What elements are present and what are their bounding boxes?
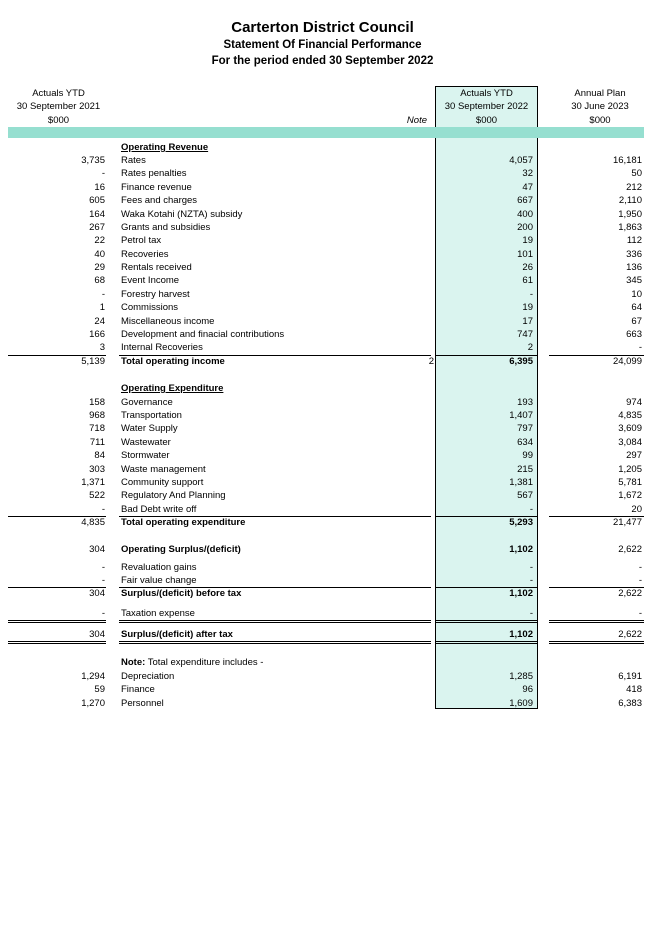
line-item-label: Revaluation gains — [121, 562, 197, 573]
annual-plan-value: 336 — [626, 249, 642, 260]
report-period: For the period ended 30 September 2022 — [211, 55, 434, 67]
current-header-line1: Actuals YTD — [460, 88, 513, 99]
note-label — [121, 656, 263, 669]
total-row — [0, 587, 645, 600]
underline-rule — [8, 587, 106, 588]
line-item-label: Surplus/(deficit) after tax — [121, 629, 233, 640]
current-year-value: 101 — [517, 249, 533, 260]
table-row — [0, 181, 645, 194]
line-item-label: Finance revenue — [121, 182, 192, 193]
current-year-value: 26 — [522, 262, 533, 273]
prior-year-value: - — [101, 575, 105, 586]
note-reference: 2 — [428, 356, 434, 367]
prior-year-column-header — [0, 87, 117, 127]
prior-year-value: - — [101, 504, 105, 515]
prior-year-value: 16 — [94, 182, 105, 193]
note-text: Total expenditure includes - — [147, 657, 264, 668]
annual-plan-value: 3,084 — [618, 437, 642, 448]
underline-rule — [8, 641, 106, 642]
annual-plan-value: 6,191 — [618, 671, 642, 682]
report-organisation: Carterton District Council — [231, 19, 414, 36]
table-row — [0, 396, 645, 409]
annual-plan-value: - — [638, 562, 642, 573]
line-item-label: Operating Surplus/(deficit) — [121, 544, 241, 555]
prior-year-value: 1 — [99, 302, 105, 313]
current-year-value: 747 — [517, 329, 533, 340]
annual-plan-value: 21,477 — [612, 517, 642, 528]
line-item-label: Recoveries — [121, 249, 169, 260]
underline-rule — [435, 622, 538, 623]
annual-plan-value: 2,622 — [618, 544, 642, 555]
underline-rule — [435, 641, 538, 642]
prior-year-value: 164 — [89, 209, 105, 220]
table-row — [0, 315, 645, 328]
table-row — [0, 194, 645, 207]
annual-plan-value: 1,950 — [618, 209, 642, 220]
prior-year-value: 22 — [94, 235, 105, 246]
current-year-value: 99 — [522, 450, 533, 461]
prior-year-value: - — [101, 562, 105, 573]
prior-year-value: 304 — [89, 588, 105, 599]
table-row — [0, 167, 645, 180]
current-year-value: 667 — [517, 195, 533, 206]
underline-rule — [549, 620, 644, 621]
underline-rule — [549, 643, 644, 644]
table-row — [0, 436, 645, 449]
prior-year-value: 29 — [94, 262, 105, 273]
annual-plan-value: 112 — [626, 235, 642, 246]
annual-plan-value: 1,205 — [618, 464, 642, 475]
table-row — [0, 208, 645, 221]
line-item-label: Water Supply — [121, 423, 178, 434]
line-item-label: Finance — [121, 684, 155, 695]
annual-plan-value: 1,863 — [618, 222, 642, 233]
current-year-value: 6,395 — [509, 356, 533, 367]
current-year-value: 96 — [522, 684, 533, 695]
line-item-label: Governance — [121, 397, 173, 408]
prior-year-value: 267 — [89, 222, 105, 233]
report-statement-title: Statement Of Financial Performance — [223, 39, 422, 51]
underline-rule — [8, 516, 106, 517]
prior-year-value: - — [101, 289, 105, 300]
table-row — [0, 503, 645, 516]
current-year-value: - — [529, 504, 533, 515]
current-year-value: 400 — [517, 209, 533, 220]
plan-header-line1: Annual Plan — [574, 88, 626, 99]
header-colour-band — [8, 127, 644, 138]
current-year-value: 193 — [517, 397, 533, 408]
prior-year-value: 304 — [89, 544, 105, 555]
annual-plan-value: 136 — [626, 262, 642, 273]
annual-plan-value: - — [638, 342, 642, 353]
prior-header-line2: 30 September 2021 — [16, 101, 101, 113]
line-item-label: Transportation — [121, 410, 182, 421]
table-row — [0, 697, 645, 710]
annual-plan-value: 6,383 — [618, 698, 642, 709]
table-row — [0, 154, 645, 167]
line-item-label: Regulatory And Planning — [121, 490, 226, 501]
line-item-label: Bad Debt write off — [121, 504, 197, 515]
line-item-label: Forestry harvest — [121, 289, 190, 300]
line-item-label: Rates — [121, 155, 146, 166]
current-year-value: 1,285 — [509, 671, 533, 682]
current-year-value: 567 — [517, 490, 533, 501]
prior-header-line3: $000 — [47, 114, 70, 126]
underline-rule — [119, 643, 431, 644]
underline-rule — [549, 622, 644, 623]
current-year-value: 32 — [522, 168, 533, 179]
prior-year-value: 40 — [94, 249, 105, 260]
table-row — [0, 288, 645, 301]
current-year-value: 17 — [522, 316, 533, 327]
prior-year-value: - — [101, 608, 105, 619]
line-item-label: Community support — [121, 477, 204, 488]
current-year-value: 1,381 — [509, 477, 533, 488]
table-row — [0, 476, 645, 489]
line-item-label: Wastewater — [121, 437, 171, 448]
table-row — [0, 301, 645, 314]
prior-year-value: 5,139 — [81, 356, 105, 367]
annual-plan-value: 2,110 — [618, 195, 642, 206]
current-year-value: 634 — [517, 437, 533, 448]
line-item-label: Commissions — [121, 302, 179, 313]
underline-rule — [8, 643, 106, 644]
prior-year-value: 1,270 — [81, 698, 105, 709]
current-year-value: 19 — [522, 302, 533, 313]
underline-rule — [119, 516, 431, 517]
prior-year-value: 522 — [89, 490, 105, 501]
line-item-label: Petrol tax — [121, 235, 162, 246]
current-year-value: 200 — [517, 222, 533, 233]
line-item-label: Personnel — [121, 698, 164, 709]
annual-plan-value: 24,099 — [612, 356, 642, 367]
annual-plan-value: 2,622 — [618, 588, 642, 599]
prior-year-value: 968 — [89, 410, 105, 421]
prior-year-value: 1,371 — [81, 477, 105, 488]
section-heading-row — [0, 382, 645, 395]
annual-plan-value: 2,622 — [618, 629, 642, 640]
underline-rule — [435, 643, 538, 644]
prior-header-line1: Actuals YTD — [32, 88, 85, 99]
prior-year-value: - — [101, 168, 105, 179]
prior-year-value: 711 — [89, 437, 105, 448]
annual-plan-value: 67 — [631, 316, 642, 327]
line-item-label: Waka Kotahi (NZTA) subsidy — [121, 209, 243, 220]
line-item-label: Waste management — [121, 464, 206, 475]
table-row — [0, 463, 645, 476]
underline-rule — [549, 355, 644, 356]
prior-year-value: 718 — [89, 423, 105, 434]
line-item-label: Depreciation — [121, 671, 175, 682]
line-item-label: Total operating income — [121, 356, 225, 367]
underline-rule — [435, 355, 538, 356]
prior-year-value: 4,835 — [81, 517, 105, 528]
underline-rule — [8, 620, 106, 621]
total-row — [0, 543, 645, 556]
line-item-label: Fees and charges — [121, 195, 198, 206]
annual-plan-value: 663 — [626, 329, 642, 340]
table-row — [0, 234, 645, 247]
table-row — [0, 248, 645, 261]
annual-plan-value: 50 — [631, 168, 642, 179]
note-prefix: Note: — [121, 657, 146, 668]
current-year-value: 47 — [522, 182, 533, 193]
section-heading: Operating Expenditure — [121, 383, 224, 394]
line-item-label: Grants and subsidies — [121, 222, 211, 233]
table-row — [0, 607, 645, 620]
prior-year-value: 59 — [94, 684, 105, 695]
annual-plan-value: 297 — [626, 450, 642, 461]
line-item-label: Fair value change — [121, 575, 197, 586]
annual-plan-value: 64 — [631, 302, 642, 313]
line-item-label: Surplus/(deficit) before tax — [121, 588, 242, 599]
section-heading-row — [0, 141, 645, 154]
table-row — [0, 422, 645, 435]
line-item-label: Taxation expense — [121, 608, 195, 619]
prior-year-value: 605 — [89, 195, 105, 206]
line-item-label: Total operating expenditure — [121, 517, 246, 528]
annual-plan-value: 10 — [631, 289, 642, 300]
current-year-value: 215 — [517, 464, 533, 475]
current-year-value: - — [529, 289, 533, 300]
current-year-value: 1,407 — [509, 410, 533, 421]
annual-plan-column-header — [545, 87, 645, 127]
table-row — [0, 670, 645, 683]
underline-rule — [8, 355, 106, 356]
current-year-column-header — [435, 87, 538, 127]
table-row — [0, 409, 645, 422]
table-row — [0, 449, 645, 462]
annual-plan-value: 1,672 — [618, 490, 642, 501]
prior-year-value: 158 — [89, 397, 105, 408]
current-year-value: - — [529, 562, 533, 573]
table-row — [0, 489, 645, 502]
prior-year-value: 1,294 — [81, 671, 105, 682]
table-row — [0, 683, 645, 696]
annual-plan-value: 16,181 — [612, 155, 642, 166]
line-item-label: Rates penalties — [121, 168, 187, 179]
table-row — [0, 574, 645, 587]
underline-rule — [549, 641, 644, 642]
underline-rule — [8, 622, 106, 623]
current-year-value: - — [529, 608, 533, 619]
table-row — [0, 341, 645, 354]
table-row — [0, 561, 645, 574]
total-row — [0, 628, 645, 641]
current-year-value: 1,102 — [509, 588, 533, 599]
prior-year-value: 68 — [94, 275, 105, 286]
plan-header-line3: $000 — [589, 114, 611, 126]
current-year-value: 2 — [527, 342, 533, 353]
current-year-value: 1,102 — [509, 629, 533, 640]
current-header-line2: 30 September 2022 — [444, 101, 529, 113]
table-row — [0, 261, 645, 274]
line-item-label: Event Income — [121, 275, 180, 286]
annual-plan-value: 345 — [626, 275, 642, 286]
prior-year-value: 3,735 — [81, 155, 105, 166]
underline-rule — [119, 620, 431, 621]
underline-rule — [435, 587, 538, 588]
current-year-value: 5,293 — [509, 517, 533, 528]
annual-plan-value: - — [638, 575, 642, 586]
current-year-value: 61 — [522, 275, 533, 286]
current-year-value: 1,609 — [509, 698, 533, 709]
underline-rule — [549, 516, 644, 517]
line-item-label: Stormwater — [121, 450, 170, 461]
prior-year-value: 304 — [89, 629, 105, 640]
prior-year-value: 303 — [89, 464, 105, 475]
prior-year-value: 84 — [94, 450, 105, 461]
total-row — [0, 516, 645, 529]
section-heading: Operating Revenue — [121, 142, 209, 153]
underline-rule — [119, 641, 431, 642]
note-column-header: Note — [406, 115, 427, 126]
underline-rule — [119, 355, 431, 356]
line-item-label: Development and finacial contributions — [121, 329, 285, 340]
underline-rule — [119, 622, 431, 623]
current-year-value: 19 — [522, 235, 533, 246]
annual-plan-value: 212 — [626, 182, 642, 193]
table-row — [0, 274, 645, 287]
current-year-value: 1,102 — [509, 544, 533, 555]
table-row — [0, 328, 645, 341]
prior-year-value: 166 — [89, 329, 105, 340]
line-item-label: Rentals received — [121, 262, 192, 273]
annual-plan-value: 418 — [626, 684, 642, 695]
annual-plan-value: 4,835 — [618, 410, 642, 421]
note-row — [0, 656, 645, 669]
annual-plan-value: 974 — [626, 397, 642, 408]
line-item-label: Internal Recoveries — [121, 342, 203, 353]
annual-plan-value: - — [638, 608, 642, 619]
current-year-value: 4,057 — [509, 155, 533, 166]
current-year-value: - — [529, 575, 533, 586]
annual-plan-value: 20 — [631, 504, 642, 515]
total-row — [0, 355, 645, 368]
annual-plan-value: 5,781 — [618, 477, 642, 488]
current-header-line3: $000 — [475, 114, 498, 126]
table-row — [0, 221, 645, 234]
prior-year-value: 3 — [99, 342, 105, 353]
underline-rule — [119, 587, 431, 588]
annual-plan-value: 3,609 — [618, 423, 642, 434]
underline-rule — [435, 620, 538, 621]
prior-year-value: 24 — [94, 316, 105, 327]
current-year-value: 797 — [517, 423, 533, 434]
underline-rule — [549, 587, 644, 588]
underline-rule — [435, 516, 538, 517]
plan-header-line2: 30 June 2023 — [571, 101, 629, 113]
line-item-label: Miscellaneous income — [121, 316, 215, 327]
